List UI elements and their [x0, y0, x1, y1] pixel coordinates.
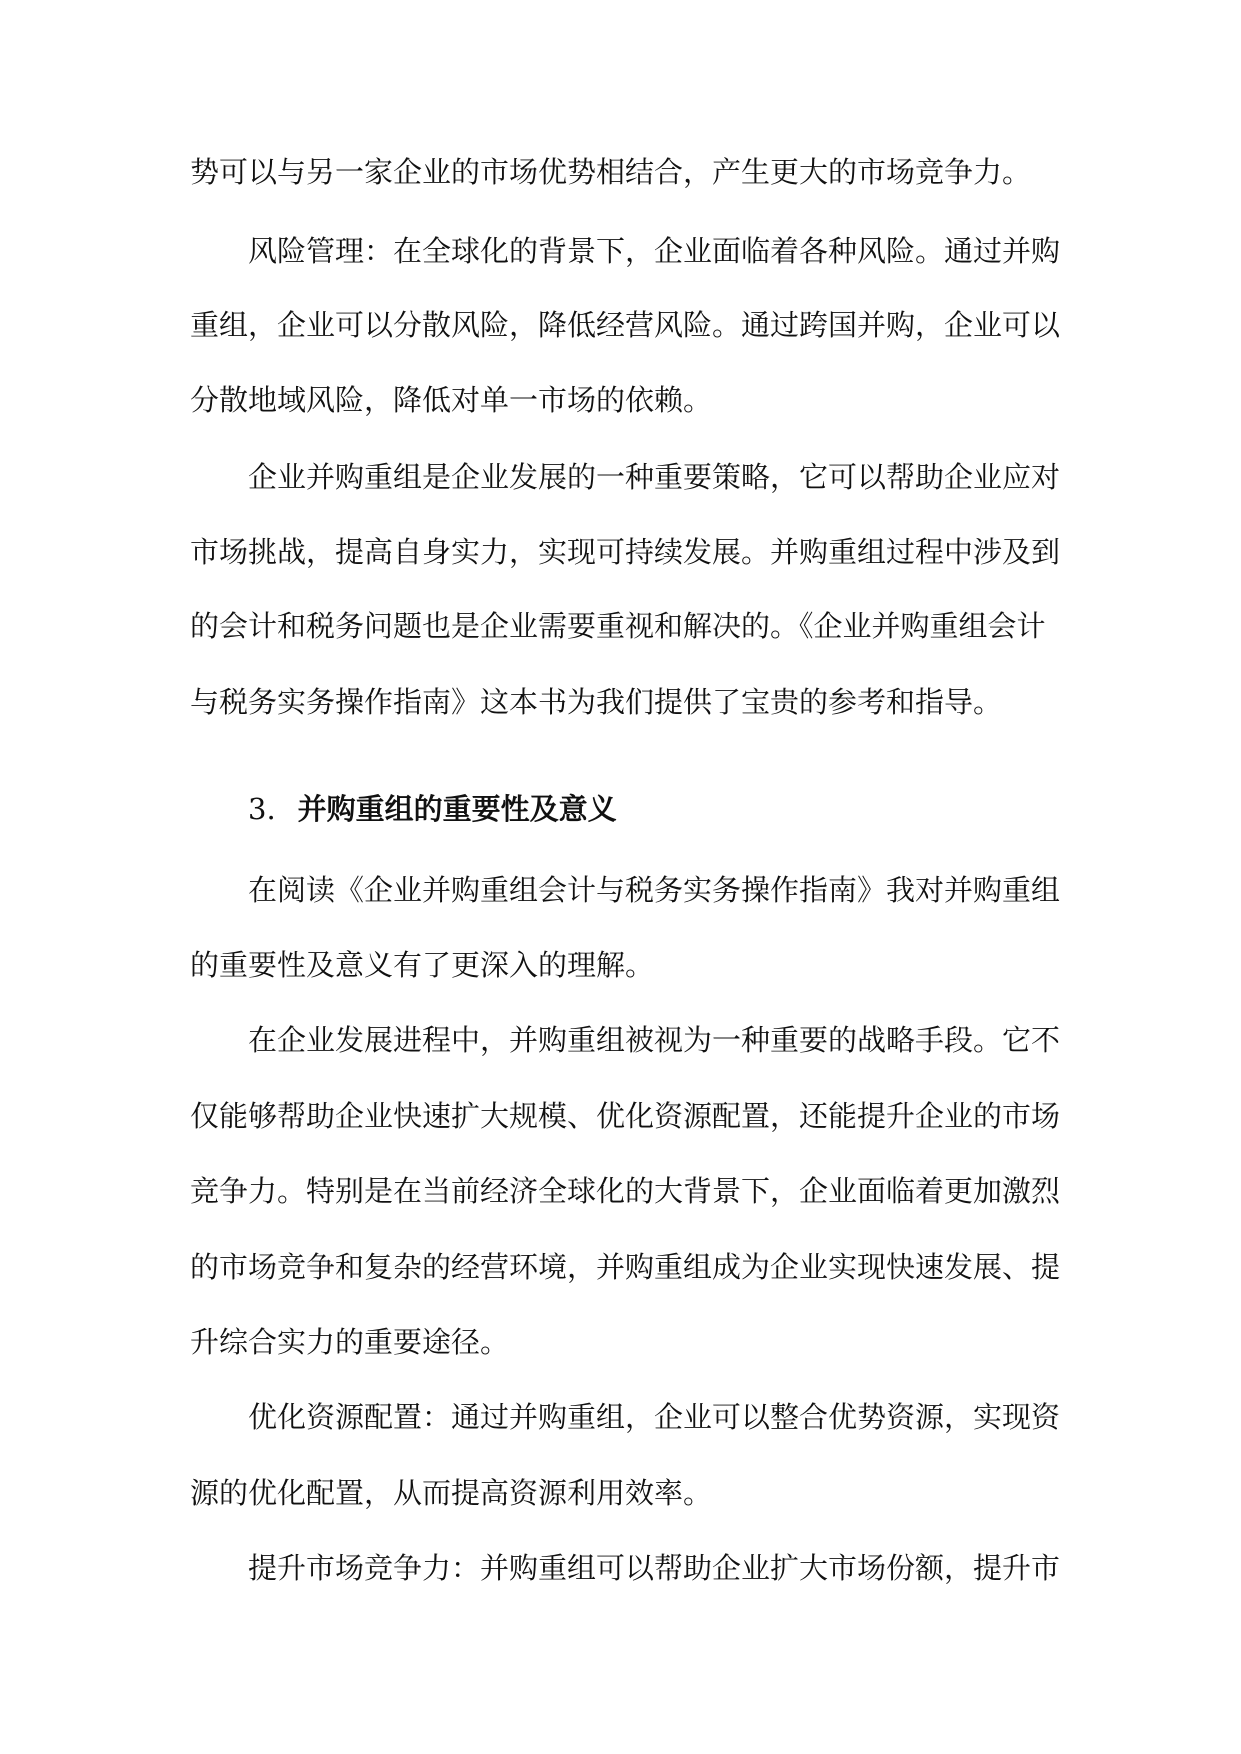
paragraph-5-line-4: 的市场竞争和复杂的经营环境，并购重组成为企业实现快速发展、提 [190, 1250, 1061, 1284]
paragraph-3-line-1: 企业并购重组是企业发展的一种重要策略，它可以帮助企业应对 [248, 460, 1061, 494]
paragraph-6-line-1: 优化资源配置：通过并购重组，企业可以整合优势资源，实现资 [248, 1400, 1061, 1434]
paragraph-4-line-2: 的重要性及意义有了更深入的理解。 [190, 948, 655, 982]
paragraph-1-line-1: 势可以与另一家企业的市场优势相结合，产生更大的市场竞争力。 [190, 155, 1032, 189]
paragraph-5-line-3: 竞争力。特别是在当前经济全球化的大背景下，企业面临着更加激烈 [190, 1174, 1061, 1208]
section-number: 3. [248, 792, 276, 826]
paragraph-5-line-2: 仅能够帮助企业快速扩大规模、优化资源配置，还能提升企业的市场 [190, 1099, 1061, 1133]
paragraph-3-line-3: 的会计和税务问题也是企业需要重视和解决的。《企业并购重组会计 [190, 609, 1046, 643]
paragraph-7-line-1: 提升市场竞争力：并购重组可以帮助企业扩大市场份额，提升市 [248, 1551, 1061, 1585]
paragraph-5-line-1: 在企业发展进程中，并购重组被视为一种重要的战略手段。它不 [248, 1023, 1061, 1057]
section-title: 并购重组的重要性及意义 [297, 792, 617, 826]
paragraph-3-line-4: 与税务实务操作指南》这本书为我们提供了宝贵的参考和指导。 [190, 685, 1003, 719]
section-heading [248, 787, 768, 831]
paragraph-2-line-1: 风险管理：在全球化的背景下，企业面临着各种风险。通过并购 [248, 234, 1061, 268]
paragraph-4-line-1: 在阅读《企业并购重组会计与税务实务操作指南》我对并购重组 [248, 873, 1061, 907]
paragraph-2-line-2: 重组，企业可以分散风险，降低经营风险。通过跨国并购，企业可以 [190, 308, 1061, 342]
paragraph-2-line-3: 分散地域风险，降低对单一市场的依赖。 [190, 383, 713, 417]
paragraph-6-line-2: 源的优化配置，从而提高资源利用效率。 [190, 1476, 713, 1510]
paragraph-5-line-5: 升综合实力的重要途径。 [190, 1325, 510, 1359]
paragraph-3-line-2: 市场挑战，提高自身实力，实现可持续发展。并购重组过程中涉及到 [190, 535, 1061, 569]
